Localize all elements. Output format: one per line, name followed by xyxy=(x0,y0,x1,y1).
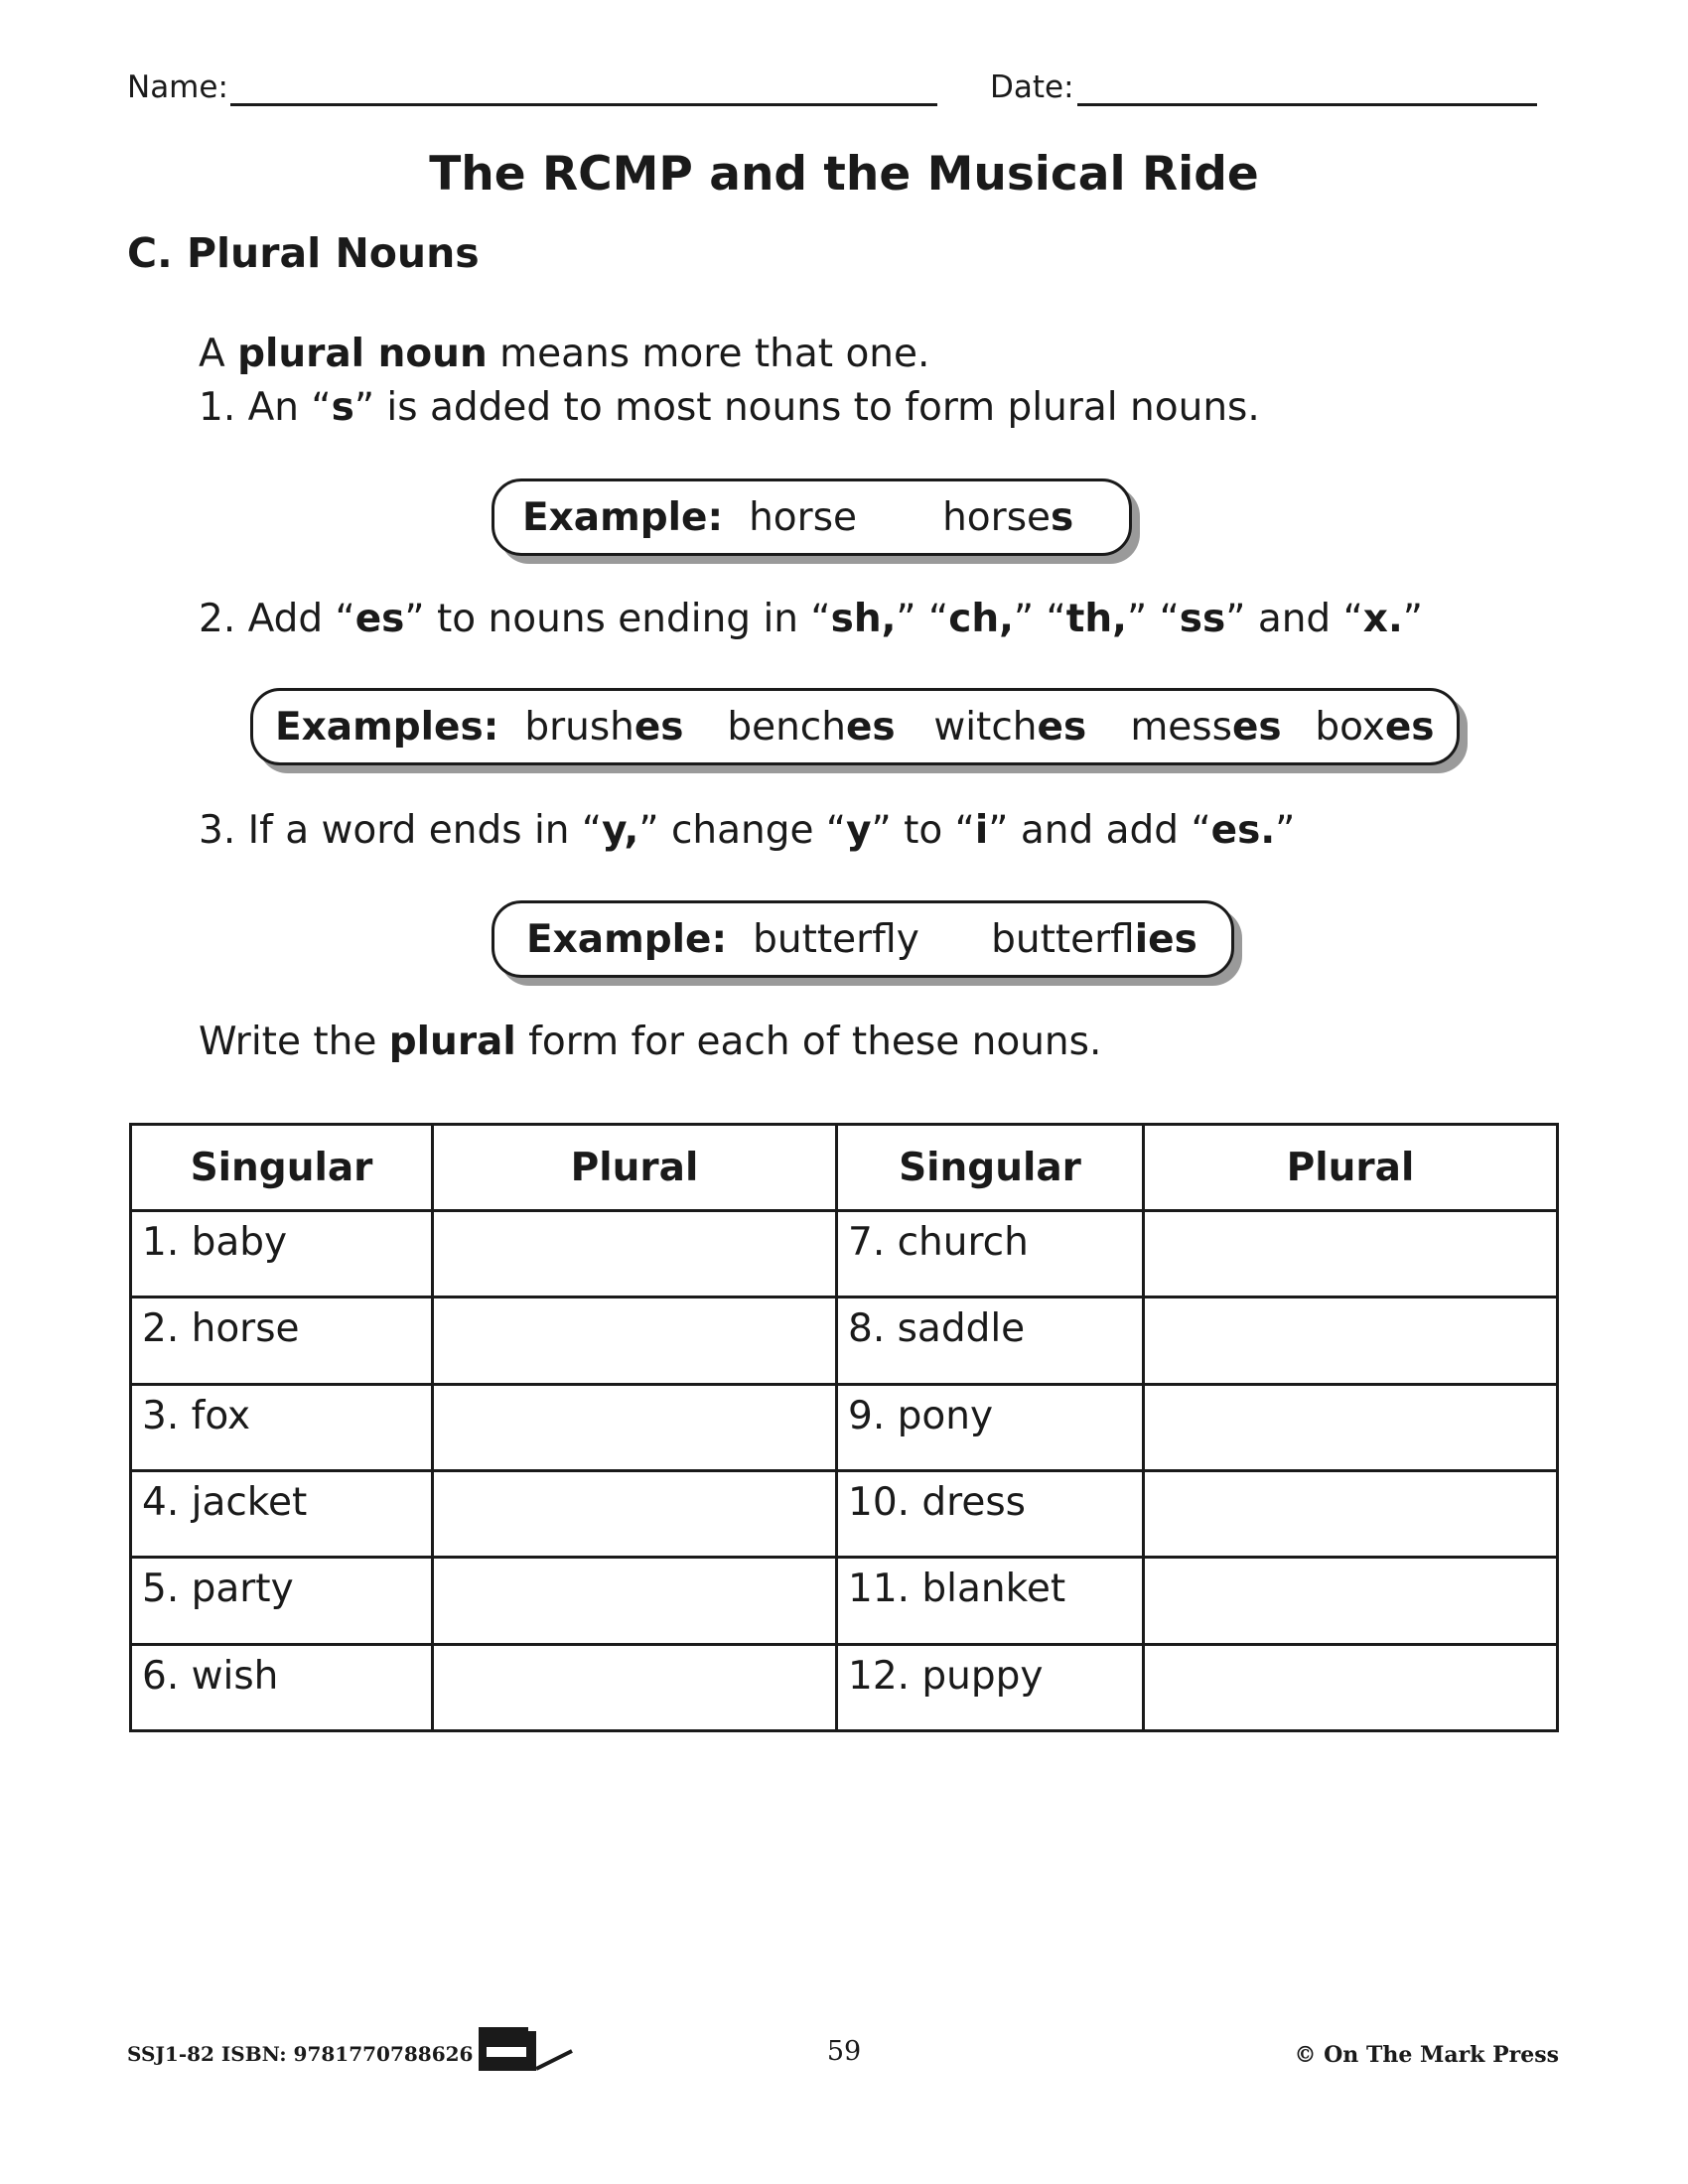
plural-answer-cell[interactable] xyxy=(1144,1558,1558,1644)
singular-cell: 9. pony xyxy=(837,1384,1144,1470)
plural-answer-cell[interactable] xyxy=(433,1297,837,1384)
plural-answer-cell[interactable] xyxy=(433,1558,837,1644)
example-word: boxes xyxy=(1315,704,1435,750)
table-header-row xyxy=(131,1125,1558,1211)
instruction: Write the plural form for each of these nouns. xyxy=(199,1020,1102,1064)
section-heading: C. Plural Nouns xyxy=(127,229,480,277)
example-label: Example: xyxy=(526,916,728,962)
date-line[interactable] xyxy=(1077,103,1537,106)
rule-1: 1. An “s” is added to most nouns to form plural nouns. xyxy=(199,385,1260,430)
singular-cell: 2. horse xyxy=(131,1297,433,1384)
page-number: 59 xyxy=(826,2036,862,2067)
singular-cell: 1. baby xyxy=(131,1211,433,1297)
example-word: witches xyxy=(933,704,1087,750)
singular-cell: 3. fox xyxy=(131,1384,433,1470)
example-box-3 xyxy=(492,900,1234,978)
rule-3: 3. If a word ends in “y,” change “y” to “i” and add “es.” xyxy=(199,808,1296,853)
table-row xyxy=(131,1384,1558,1470)
example-word: horses xyxy=(942,494,1074,540)
plural-answer-cell[interactable] xyxy=(1144,1470,1558,1557)
plural-answer-cell[interactable] xyxy=(433,1644,837,1730)
table-row xyxy=(131,1211,1558,1297)
column-header: Singular xyxy=(837,1125,1144,1211)
name-label: Name: xyxy=(127,69,228,105)
footer-isbn: SSJ1-82 ISBN: 9781770788626 xyxy=(127,2042,474,2066)
plural-answer-cell[interactable] xyxy=(1144,1297,1558,1384)
example-label: Example: xyxy=(522,494,724,540)
rule-2: 2. Add “es” to nouns ending in “sh,” “ch,” “th,” “ss” and “x.” xyxy=(199,597,1423,641)
page-title: The RCMP and the Musical Ride xyxy=(429,147,1259,202)
plural-answer-cell[interactable] xyxy=(433,1211,837,1297)
column-header: Plural xyxy=(1144,1125,1558,1211)
singular-cell: 11. blanket xyxy=(837,1558,1144,1644)
table-row xyxy=(131,1470,1558,1557)
name-line[interactable] xyxy=(230,103,937,106)
example-box-2 xyxy=(250,688,1460,765)
example-box-1 xyxy=(492,478,1132,556)
singular-cell: 7. church xyxy=(837,1211,1144,1297)
example-word: benches xyxy=(727,704,896,750)
plural-table xyxy=(129,1123,1559,1732)
singular-cell: 4. jacket xyxy=(131,1470,433,1557)
singular-cell: 6. wish xyxy=(131,1644,433,1730)
plural-answer-cell[interactable] xyxy=(433,1384,837,1470)
example-word: horse xyxy=(749,494,858,540)
singular-cell: 12. puppy xyxy=(837,1644,1144,1730)
example-word: butterflies xyxy=(991,916,1197,962)
column-header: Plural xyxy=(433,1125,837,1211)
example-word: messes xyxy=(1130,704,1282,750)
example-label: Examples: xyxy=(275,704,499,750)
plural-answer-cell[interactable] xyxy=(1144,1384,1558,1470)
table-row xyxy=(131,1297,1558,1384)
intro-line: A plural noun means more that one. xyxy=(199,332,930,376)
example-word: butterfly xyxy=(753,916,919,962)
singular-cell: 8. saddle xyxy=(837,1297,1144,1384)
singular-cell: 10. dress xyxy=(837,1470,1144,1557)
singular-cell: 5. party xyxy=(131,1558,433,1644)
date-label: Date: xyxy=(990,69,1074,105)
table-row xyxy=(131,1644,1558,1730)
plural-answer-cell[interactable] xyxy=(1144,1211,1558,1297)
example-word: brushes xyxy=(524,704,684,750)
plural-answer-cell[interactable] xyxy=(1144,1644,1558,1730)
table-row xyxy=(131,1558,1558,1644)
plural-answer-cell[interactable] xyxy=(433,1470,837,1557)
footer-copyright: © On The Mark Press xyxy=(1294,2042,1559,2068)
column-header: Singular xyxy=(131,1125,433,1211)
